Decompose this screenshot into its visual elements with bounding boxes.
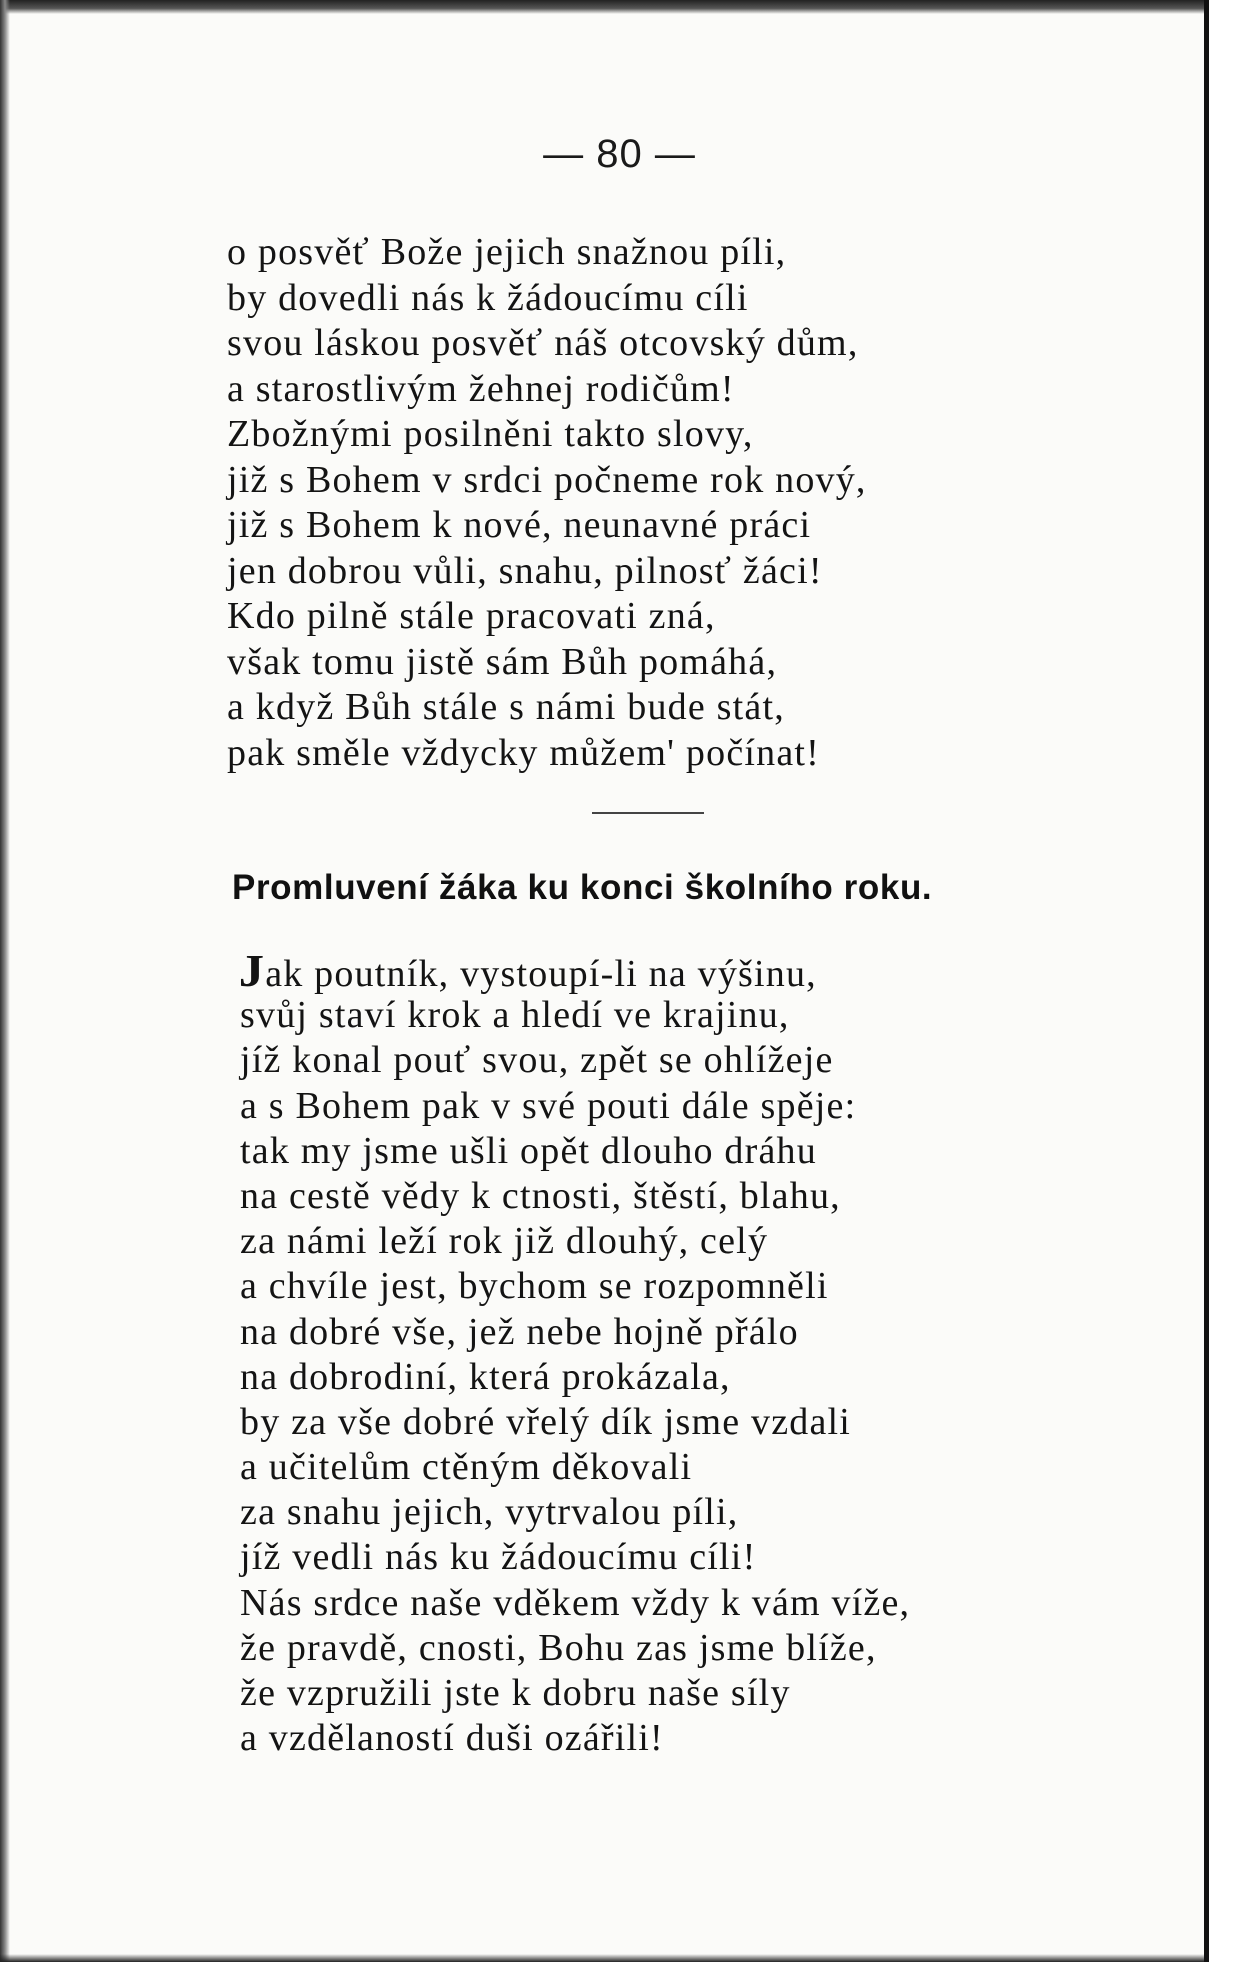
verse-line: a učitelům ctěným děkovali	[240, 1446, 693, 1489]
verse-bottom	[238, 945, 911, 1761]
verse-line-text: ak poutník, vystoupí-li na výšinu,	[265, 953, 817, 995]
scan-edge-right	[1204, 0, 1239, 1962]
verse-line: svou láskou posvěť náš otcovský dům,	[227, 322, 859, 364]
section-title: Promluvení žáka ku konci školního roku.	[232, 868, 933, 907]
page-number: — 80 —	[543, 132, 696, 176]
verse-line: a chvíle jest, bychom se rozpomněli	[240, 1265, 829, 1308]
verse-line: tak my jsme ušli opět dlouho dráhu	[240, 1129, 817, 1172]
verse-line: a s Bohem pak v své pouti dále spěje:	[240, 1084, 857, 1127]
verse-line: již s Bohem v srdci počneme rok nový,	[227, 458, 867, 501]
verse-line: na cestě vědy k ctnosti, štěstí, blahu,	[240, 1174, 841, 1217]
decorative-initial: J	[238, 945, 266, 996]
verse-line: Zbožnými posilněni takto slovy,	[227, 413, 754, 455]
verse-line: a vzdělaností duši ozářili!	[240, 1717, 664, 1760]
verse-line: na dobrodiní, která prokázala,	[240, 1355, 731, 1398]
verse-first-line	[238, 945, 910, 996]
verse-line: za snahu jejich, vytrvalou píli,	[240, 1491, 739, 1534]
verse-line: jíž konal pouť svou, zpět se ohlížeje	[240, 1039, 834, 1082]
verse-line: již s Bohem k nové, neunavné práci	[227, 504, 812, 546]
verse-line: by za vše dobré vřelý dík jsme vzdali	[240, 1400, 852, 1443]
section-divider	[592, 812, 704, 814]
verse-line: pak směle vždycky můžem' počínat!	[227, 731, 821, 774]
scan-edge-left	[0, 0, 10, 1962]
verse-line: a starostlivým žehnej rodičům!	[227, 367, 735, 410]
verse-line: o posvěť Bože jejich snažnou píli,	[227, 231, 787, 273]
verse-line: svůj staví krok a hledí ve krajinu,	[240, 994, 790, 1037]
verse-line: však tomu jistě sám Bůh pomáhá,	[227, 640, 778, 683]
verse-line: by dovedli nás k žádoucímu cíli	[227, 276, 749, 319]
verse-line: na dobré vše, jež nebe hojně přálo	[240, 1310, 799, 1353]
verse-line: Nás srdce naše vděkem vždy k vám víže,	[240, 1581, 911, 1624]
verse-line: Kdo pilně stále pracovati zná,	[227, 595, 716, 637]
scan-edge-top	[0, 0, 1210, 14]
scan-edge-bottom	[0, 1954, 1210, 1962]
verse-line: za námi leží rok již dlouhý, celý	[240, 1220, 769, 1263]
verse-line: že pravdě, cnosti, Bohu zas jsme blíže,	[240, 1626, 877, 1669]
verse-line: že vzpružili jste k dobru naše síly	[240, 1672, 791, 1714]
verse-line: jen dobrou vůli, snahu, pilnosť žáci!	[227, 549, 823, 592]
verse-top	[227, 230, 867, 776]
verse-line: jíž vedli nás ku žádoucímu cíli!	[240, 1536, 757, 1579]
verse-line: a když Bůh stále s námi bude stát,	[227, 686, 785, 728]
